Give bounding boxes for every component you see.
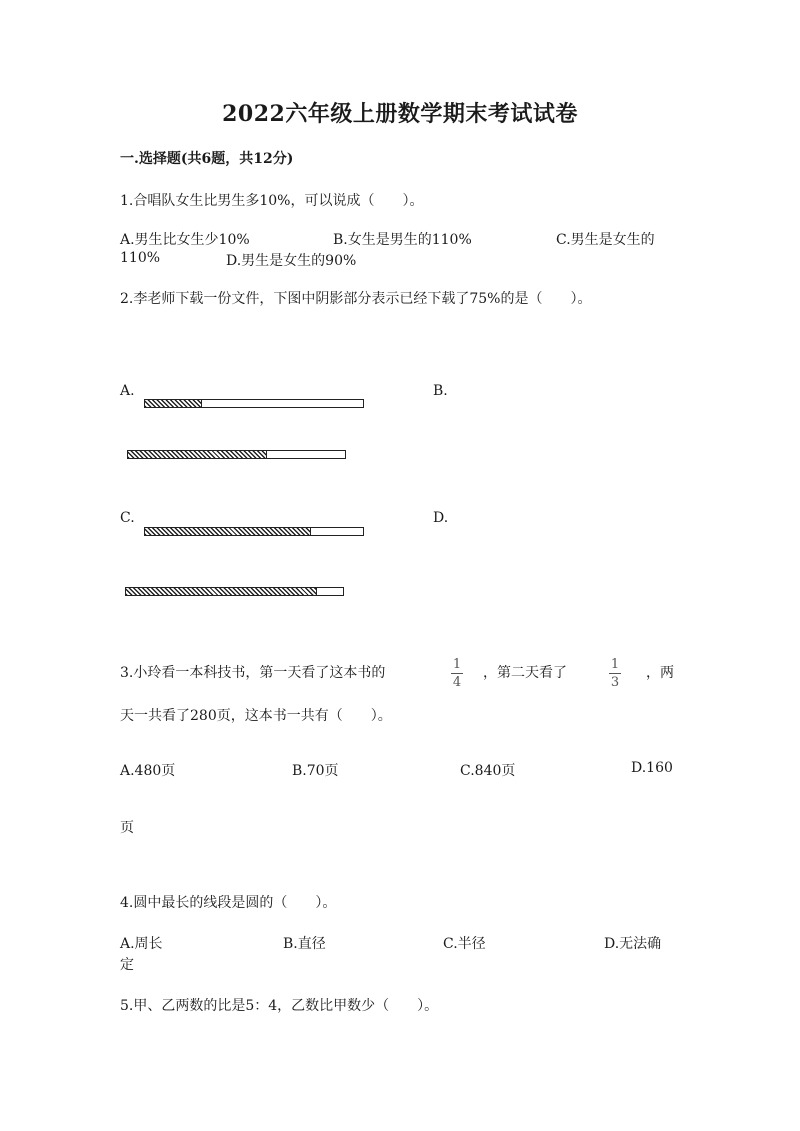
question-3-option-b: B.70页	[292, 763, 339, 779]
question-3-stem-part2: ，第二天看了	[483, 665, 567, 681]
question-4-stem: 4.圆中最长的线段是圆的（ ）。	[120, 895, 337, 911]
question-1-option-a: A.男生比女生少10%	[120, 232, 250, 248]
question-1-option-b: B.女生是男生的110%	[333, 232, 472, 248]
option-b-bar-shaded	[128, 451, 267, 458]
option-d-bar	[125, 587, 344, 596]
fraction-one-quarter	[451, 657, 463, 690]
question-4-option-d-continued: 定	[120, 957, 134, 973]
question-3-option-d-continued: 页	[120, 820, 134, 836]
question-1-option-c: C.男生是女生的	[556, 232, 655, 248]
option-a-bar	[144, 399, 364, 408]
question-2-label-c: C.	[120, 510, 135, 526]
question-2-label-b: B.	[433, 383, 448, 399]
question-3-option-c: C.840页	[460, 763, 516, 779]
option-d-bar-shaded	[126, 588, 317, 595]
question-4-option-a: A.周长	[120, 936, 163, 952]
question-3-stem-line2: 天一共看了280页，这本书一共有（ ）。	[120, 708, 392, 724]
fraction-denominator: 4	[452, 675, 462, 690]
fraction-denominator: 3	[610, 675, 620, 690]
question-1-option-d: D.男生是女生的90%	[226, 253, 357, 269]
option-a-bar-shaded	[145, 400, 202, 407]
question-3-stem-part1: 3.小玲看一本科技书，第一天看了这本书的	[120, 665, 386, 681]
fraction-numerator: 1	[452, 657, 462, 672]
page-title: 2022六年级上册数学期末考试试卷	[222, 101, 578, 127]
question-1-stem: 1.合唱队女生比男生多10%，可以说成（ ）。	[120, 193, 424, 209]
option-b-bar	[127, 450, 346, 459]
question-3-option-a: A.480页	[120, 763, 176, 779]
question-2-label-a: A.	[120, 383, 135, 399]
question-3-option-d: D.160	[631, 760, 673, 776]
question-5-stem: 5.甲、乙两数的比是5：4，乙数比甲数少（ ）。	[120, 998, 439, 1014]
question-4-option-b: B.直径	[283, 936, 326, 952]
fraction-numerator: 1	[610, 657, 620, 672]
question-4-option-c: C.半径	[443, 936, 486, 952]
question-2-stem: 2.李老师下载一份文件，下图中阴影部分表示已经下载了75%的是（ ）。	[120, 291, 592, 307]
fraction-bar	[451, 673, 463, 674]
question-2-label-d: D.	[433, 510, 449, 526]
fraction-one-third	[609, 657, 621, 690]
question-4-option-d: D.无法确	[604, 936, 662, 952]
question-3-stem-part3: ，两	[646, 665, 674, 681]
option-c-bar	[144, 527, 364, 536]
fraction-bar	[609, 673, 621, 674]
option-c-bar-shaded	[145, 528, 311, 535]
question-1-option-c-continued: 110%	[120, 250, 161, 266]
section-heading: 一.选择题(共6题，共12分)	[120, 151, 294, 167]
